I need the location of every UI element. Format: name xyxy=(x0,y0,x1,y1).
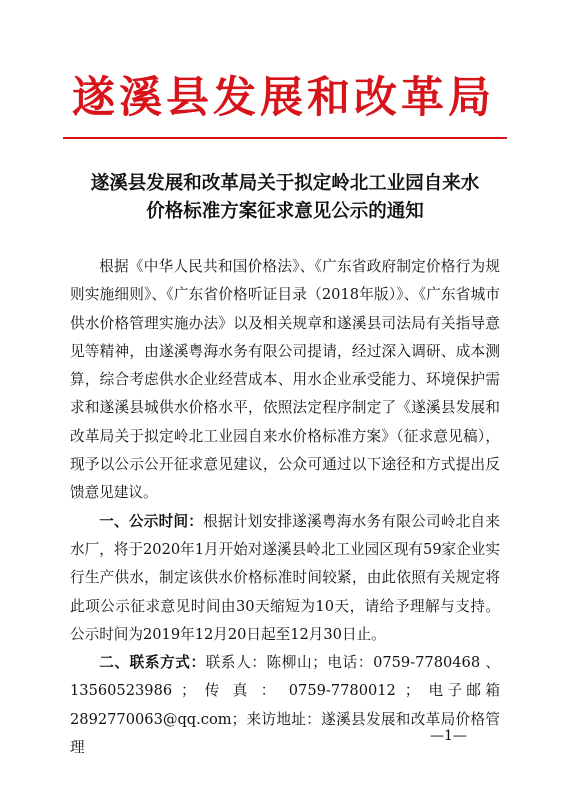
issuing-organization-header: 遂溪县发展和改革局 xyxy=(72,73,495,123)
document-title xyxy=(70,170,500,226)
document-title-line-2: 价格标准方案征求意见公示的通知 xyxy=(146,201,424,222)
section-1-heading: 一、公示时间： xyxy=(99,512,204,530)
page-number: —1— xyxy=(430,728,467,744)
section-2-text: 联系人：陈柳山；电话：0759-7780468 、13560523986 ； 传 真 ： 0759-7780012 ； 电子邮箱2892770063@qq.com；来访地址：遂溪县发展和改革局价格管理 xyxy=(70,654,500,757)
section-contact-info xyxy=(70,649,500,762)
section-1-text: 根据计划安排遂溪粤海水务有限公司岭北自来水厂，将于2020年1月开始对遂溪县岭北工业园区现有59家企业实行生产供水，制定该供水价格标准时间较紧，由此依照有关规定将此项公示征求意见时间由30天缩短为10天，请给予理解与支持。公示时间为2019年12月20日起至12月30日止。 xyxy=(70,512,500,643)
intro-paragraph: 根据《中华人民共和国价格法》、《广东省政府制定价格行为规则实施细则》、《广东省价格听证目录（2018年版）》、《广东省城市供水价格管理实施办法》以及相关规章和遂溪县司法局有关指导意见等精神，由遂溪粤海水务有限公司提请，经过深入调研、成本测算，综合考虑供水企业经营成本、用水企业承受能力、环境保护需求和遂溪县城供水价格水平，依照法定程序制定了《遂溪县发展和改革局关于拟定岭北工业园自来水价格标准方案》（征求意见稿），现予以公示公开征求意见建议，公众可通过以下途径和方式提出反馈意见建议。 xyxy=(70,258,500,502)
section-2-heading: 二、联系方式： xyxy=(99,654,206,672)
section-publicity-period xyxy=(70,508,500,649)
document-title-line-1: 遂溪县发展和改革局关于拟定岭北工业园自来水 xyxy=(90,173,480,194)
header-red-rule xyxy=(63,137,507,139)
document-body xyxy=(70,253,500,762)
